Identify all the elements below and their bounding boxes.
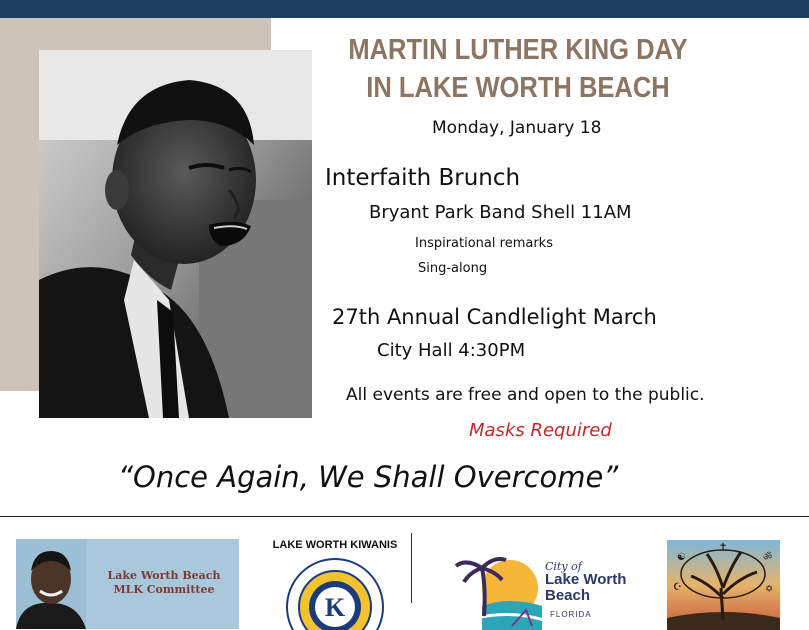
sponsor-separator (411, 533, 412, 603)
event1-detail-remarks: Inspirational remarks (415, 236, 553, 251)
svg-text:ॐ: ॐ (763, 552, 773, 563)
interfaith-tree-icon (667, 540, 780, 630)
kiwanis-title: LAKE WORTH KIWANIS (272, 539, 398, 551)
kiwanis-emblem-icon (262, 557, 408, 630)
palm-tree-sunset-icon (452, 548, 544, 630)
event1-detail-singalong: Sing-along (418, 261, 488, 276)
svg-text:✝: ✝ (719, 542, 728, 553)
kiwanis-logo (262, 535, 408, 630)
city-lake-worth-beach-logo (452, 548, 652, 630)
city-name-line1: Lake Worth (545, 571, 627, 588)
event-title-line1: MARTIN LUTHER KING DAY (348, 34, 688, 66)
footer-divider (0, 516, 809, 517)
svg-text:✡: ✡ (765, 584, 774, 595)
svg-text:K: K (324, 593, 346, 622)
masks-notice: Masks Required (469, 420, 612, 441)
top-bar (0, 0, 809, 18)
city-state: FLORIDA (550, 610, 592, 619)
svg-text:☪: ☪ (673, 582, 682, 593)
svg-text:☯: ☯ (677, 552, 686, 563)
mlk-committee-logo (16, 539, 239, 629)
mlk-committee-text: Lake Worth Beach MLK Committee (107, 569, 221, 596)
city-name-line2: Beach (545, 587, 591, 604)
event2-name: 27th Annual Candlelight March (332, 305, 657, 329)
city-of-label: City of (545, 560, 582, 573)
event-title-line2: IN LAKE WORTH BEACH (366, 72, 670, 104)
quote-text: “Once Again, We Shall Overcome” (118, 460, 619, 494)
free-notice: All events are free and open to the public. (346, 385, 705, 405)
mlk-portrait-photo (39, 50, 312, 418)
event1-name: Interfaith Brunch (325, 165, 521, 191)
event2-location: City Hall 4:30PM (377, 340, 526, 361)
interfaith-tree-logo (667, 540, 780, 630)
event1-location: Bryant Park Band Shell 11AM (369, 202, 632, 223)
event-date: Monday, January 18 (432, 118, 602, 138)
